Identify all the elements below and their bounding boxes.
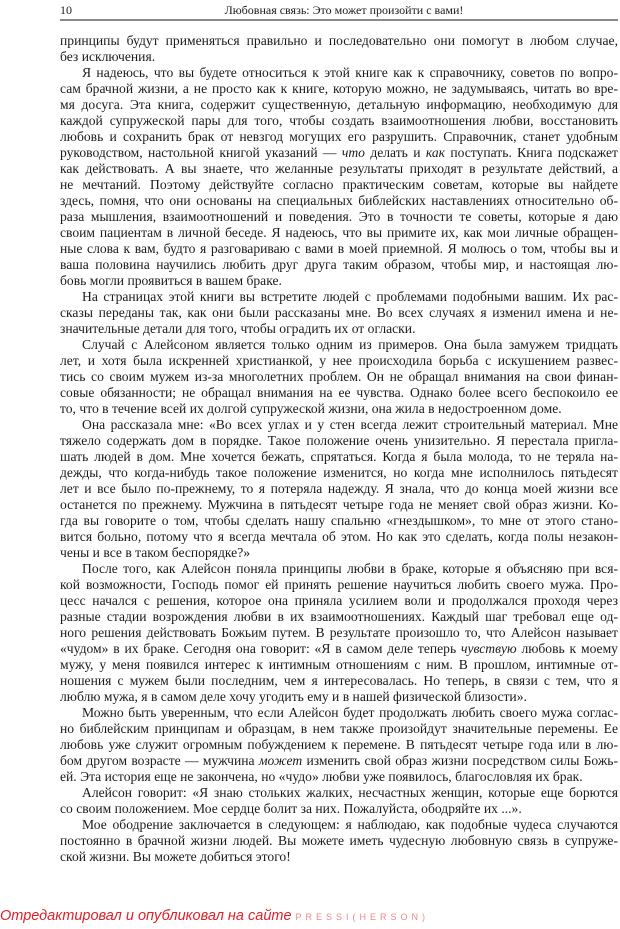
- text-line: [60, 81, 618, 97]
- text-line: [60, 465, 618, 481]
- text-line: [60, 433, 618, 449]
- text-line: [60, 65, 618, 81]
- text-segment: Случай с Алейсоном является только одним из примеров. Она была замужем тридцать: [82, 337, 618, 352]
- text-line: [60, 769, 618, 785]
- text-line: [60, 449, 618, 465]
- emphasis-text: как: [425, 145, 446, 160]
- text-segment: руководством, настольной книгой указаний —: [60, 145, 342, 160]
- text-line: [60, 337, 618, 353]
- text-segment: лет, и хотя была искренней христианкой, у нее происходила борьба с искушением развес-: [60, 353, 618, 368]
- text-segment: Мое ободрение заключается в следующем: я наблюдаю, как подобные чудеса случаются: [82, 817, 618, 832]
- text-segment: разные стадии возрождения любви в их взаимоотношениях. Каждый шаг требовал еще од-: [60, 609, 618, 624]
- text-line: [60, 657, 618, 673]
- text-segment: Алейсон говорит: «Я знаю стольких жалких, несчастных женщин, которые еще борются: [82, 785, 618, 800]
- text-segment: постоянно в брачной жизни людей. Вы можете иметь чудесную любовную связь в супруже-: [60, 833, 618, 848]
- text-segment: На страницах этой книги вы встретите людей с проблемами подобными вашим. Их рас-: [82, 289, 618, 304]
- text-segment: Можно быть уверенным, что если Алейсон будет продолжать любить своего мужа соглас-: [82, 705, 618, 720]
- text-segment: шать людей в дом. Мне хочется бежать, спрятаться. Когда я была молода, то не теряла на-: [60, 449, 618, 464]
- text-segment: ного решения действовать Божьим путем. В результате произошло то, что Алейсон называет: [60, 625, 618, 640]
- text-segment: делать и: [364, 145, 426, 160]
- text-line: [60, 241, 618, 257]
- text-segment: как действовать. А вы знаете, что желанные результаты приходят в результате действий, а: [60, 161, 618, 176]
- text-segment: После того, как Алейсон поняла принципы любви в браке, которые я объясняю при вся-: [82, 561, 618, 576]
- text-segment: люблю мужа, я в самом деле хочу угодить ему и в нашей физической близости».: [60, 689, 527, 704]
- text-segment: мя досуга. Эта книга, содержит существенную, детальную информацию, необходимую для: [60, 97, 618, 112]
- text-line: [60, 673, 618, 689]
- text-segment: любовь к моему: [516, 641, 618, 656]
- text-segment: совые обязанности; не обращал внимания на ее чувства. Однако более всего беспокоило ее: [60, 385, 618, 400]
- text-line: [60, 305, 618, 321]
- text-segment: сказы переданы так, как они были рассказаны мне. Во всех случаях я изменил имена и не-: [60, 305, 618, 320]
- text-line: [60, 321, 618, 337]
- running-title: Любовная связь: Это может произойти с вами!: [224, 3, 464, 17]
- text-segment: здесь, помня, что они основаны на специальных библейских наставлениях относительно об-: [60, 193, 618, 208]
- text-line: [60, 225, 618, 241]
- footer-credit: [0, 908, 429, 924]
- text-line: [60, 753, 618, 769]
- text-line: [60, 625, 618, 641]
- text-segment: тяжело содержать дом в порядке. Такое положение очень унизительно. Я перестала пригла-: [60, 433, 618, 448]
- text-line: [60, 209, 618, 225]
- text-line: [60, 513, 618, 529]
- text-segment: ваша половина научились любить друг друга таким образом, чтобы мир, и настоящая лю-: [60, 257, 618, 272]
- text-line: [60, 817, 618, 833]
- page-number: 10: [60, 3, 72, 17]
- text-segment: любовь и сохранить брак от невзгод могущих его разрушить. Справочник, станет удобным: [60, 129, 618, 144]
- body-text: [60, 33, 618, 865]
- text-line: [60, 689, 618, 705]
- footer-text: Отредактировал и опубликовал на сайте: [0, 908, 292, 924]
- text-segment: значительные детали для того, чтобы оградить их от огласки.: [60, 321, 416, 336]
- text-line: [60, 849, 618, 865]
- text-line: [60, 833, 618, 849]
- text-segment: Я надеюсь, что вы будете относиться к этой книге как к справочнику, советов по вопро-: [82, 65, 618, 80]
- text-segment: сам брачной жизни, а не просто как к книге, которую можно, не задумываясь, читать во вре-: [60, 81, 618, 96]
- emphasis-text: что: [341, 145, 365, 160]
- text-segment: ные слова к вам, будто я разговариваю с вами в моей приемной. Я молюсь о том, чтобы вы и: [60, 241, 618, 256]
- text-segment: чены и все в таком беспорядке?»: [60, 545, 251, 560]
- text-segment: раза мышления, взаимоотношений и поведения. Это в точности те советы, которые я даю: [60, 209, 618, 224]
- footer-site-logo: PRESSI(HERSON): [295, 912, 430, 922]
- emphasis-text: чувствую: [461, 641, 517, 656]
- text-line: [60, 721, 618, 737]
- text-segment: ей. Эта история еще не закончена, но «чудо» любви уже появилось, благословляя их брак.: [60, 769, 583, 784]
- text-line: [60, 497, 618, 513]
- text-line: [60, 609, 618, 625]
- text-line: [60, 33, 618, 49]
- text-line: [60, 545, 618, 561]
- text-segment: останется по прежнему. Мужчина в пятьдесят четыре года не меняет свой образ жизни. Ко-: [60, 497, 618, 512]
- text-segment: но библейским принципам и образцам, в нем также произойдут значительные перемены. Ее: [60, 721, 618, 736]
- text-segment: кой возможности, Господь помог ей принять решение научиться любить своего мужа. Про-: [60, 577, 618, 592]
- running-header: [60, 2, 618, 21]
- text-line: [60, 289, 618, 305]
- text-segment: Она рассказала мне: «Во всех углах и у стен всегда лежит строительный материал. Мне: [82, 417, 618, 432]
- text-segment: мужу, у меня появился интерес к интимным отношениям с ним. В прошлом, интимные от-: [60, 657, 618, 672]
- text-segment: бовь могли проявиться в вашем браке.: [60, 273, 282, 288]
- text-line: [60, 129, 618, 145]
- text-segment: своим пациентам в личной беседе. Я надеюсь, что вы примите их, как мои личные обращен-: [60, 225, 618, 240]
- text-segment: вится больно, потому что я всегда мечтала об этом. Но как это сделать, когда полы незакон-: [60, 529, 618, 544]
- text-segment: бом другом возрасте — мужчина: [60, 753, 259, 768]
- text-line: [60, 705, 618, 721]
- text-line: [60, 177, 618, 193]
- text-segment: дежды, что когда-нибудь такое положение изменится, но когда мне исполнилось пятьдесят: [60, 465, 618, 480]
- text-line: [60, 577, 618, 593]
- text-line: [60, 785, 618, 801]
- text-segment: изменить свой образ жизни посредством силы Божь-: [302, 753, 619, 768]
- text-line: [60, 481, 618, 497]
- text-line: [60, 193, 618, 209]
- text-line: [60, 801, 618, 817]
- text-line: [60, 641, 618, 657]
- text-line: [60, 561, 618, 577]
- text-segment: без исключения.: [60, 49, 156, 64]
- text-segment: каждой супружеской пары для того, чтобы создать взаимоотношения любви, восстановить: [60, 113, 618, 128]
- text-line: [60, 401, 618, 417]
- text-line: [60, 113, 618, 129]
- text-line: [60, 385, 618, 401]
- text-segment: любовь уже служит огромным побуждением к перемене. В пятьдесят четыре года или в лю-: [60, 737, 618, 752]
- emphasis-text: может: [258, 753, 303, 768]
- text-segment: лет и все было по-прежнему, то я потеряла надежду. Я знала, что до конца моей жизни все: [60, 481, 618, 496]
- text-line: [60, 737, 618, 753]
- text-segment: тись со своим мужем из-за многолетних проблем. Он не обращал внимания на свои финан-: [60, 369, 618, 384]
- text-line: [60, 593, 618, 609]
- text-line: [60, 161, 618, 177]
- text-line: [60, 353, 618, 369]
- text-segment: ской жизни. Вы можете добиться этого!: [60, 849, 291, 864]
- text-line: [60, 145, 618, 161]
- text-line: [60, 369, 618, 385]
- text-segment: поступать. Книга подскажет: [445, 145, 618, 160]
- text-segment: «чудом» в их браке. Сегодня она говорит: «Я в самом деле теперь: [60, 641, 461, 656]
- text-line: [60, 49, 618, 65]
- text-line: [60, 97, 618, 113]
- text-line: [60, 529, 618, 545]
- text-segment: цесс начался с решения, которое она приняла усилием воли и продолжался проходя через: [60, 593, 618, 608]
- text-segment: принципы будут применяться правильно и последовательно они помогут в любом случае,: [60, 33, 618, 48]
- text-segment: со своим положением. Мое сердце болит за них. Пожалуйста, ободряйте их ...».: [60, 801, 522, 816]
- text-segment: ношения с мужем были последним, чем я интересовалась. Но теперь, в связи с тем, что я: [60, 673, 618, 688]
- text-segment: не мечтаний. Поэтому действуйте согласно практическим советам, которые вы найдете: [60, 177, 618, 192]
- text-line: [60, 257, 618, 273]
- text-segment: то, что в течение всей их долгой супружеской жизни, она жила в недостроенном доме.: [60, 401, 562, 416]
- text-line: [60, 273, 618, 289]
- text-line: [60, 417, 618, 433]
- text-segment: гда вы говорите о том, чтобы сделать нашу спальню «гнездышком», то мне от этого стано-: [60, 513, 618, 528]
